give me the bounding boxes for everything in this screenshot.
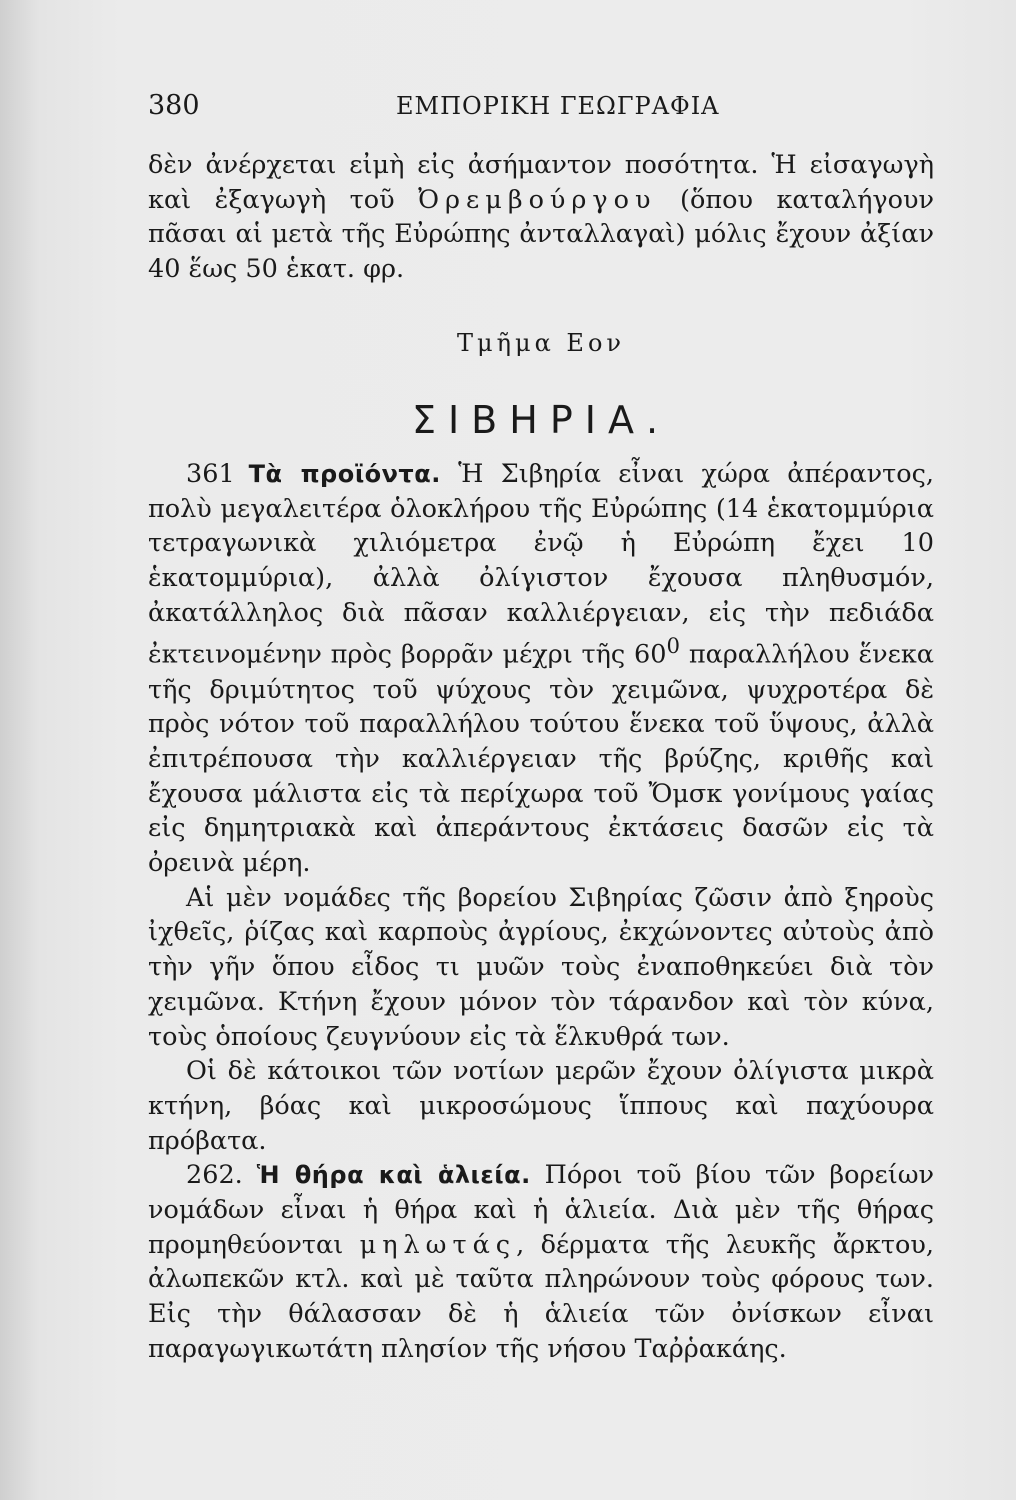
page-text-block [148,90,934,1367]
section-sub-label: Τμῆμα Εον [457,328,625,357]
running-title: ΕΜΠΟΡΙΚΗ ΓΕΩΓΡΑΦΙΑ [396,92,720,120]
paragraph-southern-inhabitants: Οἱ δὲ κάτοικοι τῶν νοτίων μερῶν ἔχουν ὀλίγιστα μικρὰ κτήνη, βόας καὶ μικροσώμους ἵππους καὶ παχύουρα πρόβατα. [148,1056,934,1156]
paragraph-text: Ἡ Σιβηρία εἶναι χώρα ἀπέραντος, πολὺ μεγαλειτέρα ὁλοκλήρου τῆς Εὐρώπης (14 ἑκατομμύρια τετραγωνικὰ χιλιόμετρα ἐνῷ ἡ Εὐρώπη ἔχει 10 ἑκατομμύρια), ἀλλὰ ὀλίγιστον ἔχουσα πληθυσμόν, ἀκατάλληλος διὰ πᾶσαν καλλιέργειαν, εἰς τὴν πεδιάδα ἐκτεινομένην πρὸς βορρᾶν μέχρι τῆς 60 [148,458,934,670]
degree-superscript: 0 [666,634,680,660]
spaced-word: μηλωτάς [359,1229,517,1260]
page-header [148,90,934,132]
intro-text-end: (ὅπου καταλήγουν πᾶσαι αἱ μετὰ τῆς Εὐρώπης ἀνταλλαγαὶ) μόλις ἔχουν ἀξίαν 40 ἕως 50 ἑκατ. φρ. [148,184,934,285]
paragraph-number: 361 [186,458,235,489]
intro-text-start: δὲν ἀνέρχεται εἰμὴ εἰς ἀσήμαντον ποσότητα. Ἡ εἰσαγωγὴ καὶ ἐξαγωγὴ τοῦ [148,150,934,215]
paragraph-text: , δέρματα τῆς λευκῆς ἄρκτου, ἀλωπεκῶν κτλ. καὶ μὲ ταῦτα πληρώνουν τοὺς φόρους των. Εἰς τὴν θάλασσαν δὲ ἡ ἁλιεία τῶν ὀνίσκων εἶναι παραγωγικωτάτη πλησίον τῆς νήσου Ταῤῥακάης. [148,1229,934,1364]
intro-paragraph [148,148,934,287]
paragraph-361 [148,457,934,881]
paragraph-title: Τὰ προϊόντα. [248,459,441,488]
paragraph-362 [148,1158,934,1366]
paragraph-nomads: Αἱ μὲν νομάδες τῆς βορείου Σιβηρίας ζῶσιν ἀπὸ ξηροὺς ἰχθεῖς, ῥίζας καὶ καρποὺς ἀγρίους, ἐκχώνοντες αὐτοὺς ἀπὸ τὴν γῆν ὅπου εἶδος τι μυῶν τοὺς ἐναποθηκεύει διὰ τὸν χειμῶνα. Κτήνη ἔχουν μόνον τὸν τάρανδον καὶ τὸν κύνα, τοὺς ὁποίους ζευγνύουν εἰς τὰ ἕλκυθρά των. [148,882,934,1052]
paragraph-title: Ἡ θήρα καὶ ἁλιεία. [256,1161,531,1190]
paragraph-number: 262. [186,1160,243,1191]
page-number: 380 [148,90,200,121]
paragraph-text: Πόροι τοῦ βίου τῶν βορείων νομάδων εἶναι ἡ θήρα καὶ ἡ ἁλιεία. Διὰ μὲν τῆς θήρας προμηθεύονται [148,1160,934,1260]
section-heading: ΣΙΒΗΡΙΑ. [411,397,671,442]
spaced-place-name: Ὀρεμβούργου [418,184,657,215]
paragraph-text: παραλλήλου ἕνεκα τῆς δριμύτητος τοῦ ψύχους τὸν χειμῶνα, ψυχροτέρα δὲ πρὸς νότον τοῦ παραλλήλου τούτου ἕνεκα τοῦ ὕψους, ἀλλὰ ἐπιτρέπουσα τὴν καλλιέργειαν τῆς βρύζης, κριθῆς καὶ ἔχουσα μάλιστα εἰς τὰ περίχωρα τοῦ Ὄμσκ γονίμους γαίας εἰς δημητριακὰ καὶ ἀπεράντους ἐκτάσεις δασῶν εἰς τὰ ὀρεινὰ μέρη. [148,639,934,879]
